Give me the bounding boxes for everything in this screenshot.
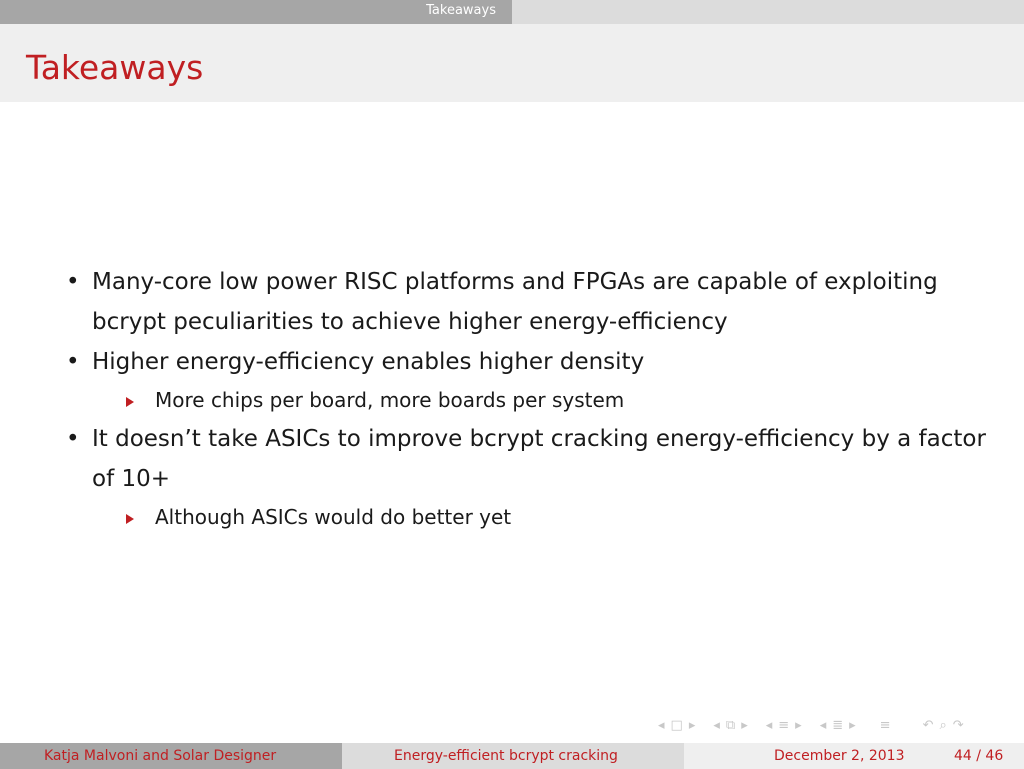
frame-next-arrow-icon[interactable]: ▸ bbox=[741, 718, 748, 733]
sub-list-item bbox=[92, 499, 1000, 536]
footer-authors-panel bbox=[0, 743, 342, 769]
beamer-navigation-symbols bbox=[658, 718, 964, 734]
footer-page-number: 44 / 46 bbox=[954, 748, 1004, 764]
bullet-text: It doesn’t take ASICs to improve bcrypt cracking energy-efficiency by a factor of 10+ bbox=[92, 426, 986, 492]
sub-bullet-list bbox=[92, 382, 1000, 419]
section-link-takeaways[interactable]: Takeaways bbox=[426, 3, 496, 18]
subsection-prev-arrow-icon[interactable]: ◂ bbox=[765, 718, 773, 733]
back-arrow-icon[interactable]: ↶ bbox=[922, 718, 934, 733]
bullet-dot-icon: • bbox=[66, 269, 80, 295]
slide-prev-arrow-icon[interactable]: ◂ bbox=[658, 718, 665, 733]
slide-next-arrow-icon[interactable]: ▸ bbox=[688, 718, 696, 733]
bullet-text: Higher energy-efficiency enables higher density bbox=[92, 349, 645, 375]
page-title: Takeaways bbox=[26, 48, 204, 87]
footer-title-panel bbox=[342, 743, 684, 769]
forward-arrow-icon[interactable]: ↷ bbox=[952, 718, 964, 733]
sub-list-item bbox=[92, 382, 1000, 419]
frame-prev-arrow-icon[interactable]: ◂ bbox=[713, 718, 720, 733]
frame-stack-icon[interactable]: ⧉ bbox=[725, 718, 736, 733]
slide-frame-icon[interactable]: □ bbox=[670, 718, 683, 733]
list-item bbox=[60, 262, 1000, 342]
section-nav-left bbox=[0, 0, 512, 24]
footer-authors: Katja Malvoni and Solar Designer bbox=[44, 748, 277, 764]
section-next-arrow-icon[interactable]: ▸ bbox=[849, 718, 856, 733]
section-prev-arrow-icon[interactable]: ◂ bbox=[819, 718, 827, 733]
section-icon[interactable]: ≣ bbox=[832, 718, 844, 733]
sub-bullet-list bbox=[92, 499, 1000, 536]
section-nav-right bbox=[512, 0, 1024, 24]
list-item bbox=[60, 419, 1000, 536]
footer-date: December 2, 2013 bbox=[774, 748, 905, 764]
triangle-bullet-icon bbox=[126, 514, 134, 524]
bullet-dot-icon: • bbox=[66, 426, 80, 452]
search-icon[interactable]: ⌕ bbox=[939, 718, 947, 733]
section-navigation-bar bbox=[0, 0, 1024, 24]
footer-talk-title: Energy-efficient bcrypt cracking bbox=[394, 748, 618, 764]
subsection-next-arrow-icon[interactable]: ▸ bbox=[795, 718, 802, 733]
footer-date-panel bbox=[684, 743, 1024, 769]
frame-title-band bbox=[0, 24, 1024, 102]
sub-bullet-text: More chips per board, more boards per system bbox=[155, 388, 625, 412]
sub-bullet-text: Although ASICs would do better yet bbox=[155, 505, 512, 529]
subsection-icon[interactable]: ≡ bbox=[778, 718, 790, 733]
bullet-list bbox=[60, 262, 1000, 536]
bullet-dot-icon: • bbox=[66, 349, 80, 375]
bullet-text: Many-core low power RISC platforms and FPGAs are capable of exploiting bcrypt peculiarities to achieve higher energy-efficiency bbox=[92, 269, 938, 335]
slide-content bbox=[60, 262, 1000, 536]
document-icon[interactable]: ≡ bbox=[879, 718, 891, 733]
footer-bar bbox=[0, 743, 1024, 769]
triangle-bullet-icon bbox=[126, 397, 134, 407]
list-item bbox=[60, 342, 1000, 419]
